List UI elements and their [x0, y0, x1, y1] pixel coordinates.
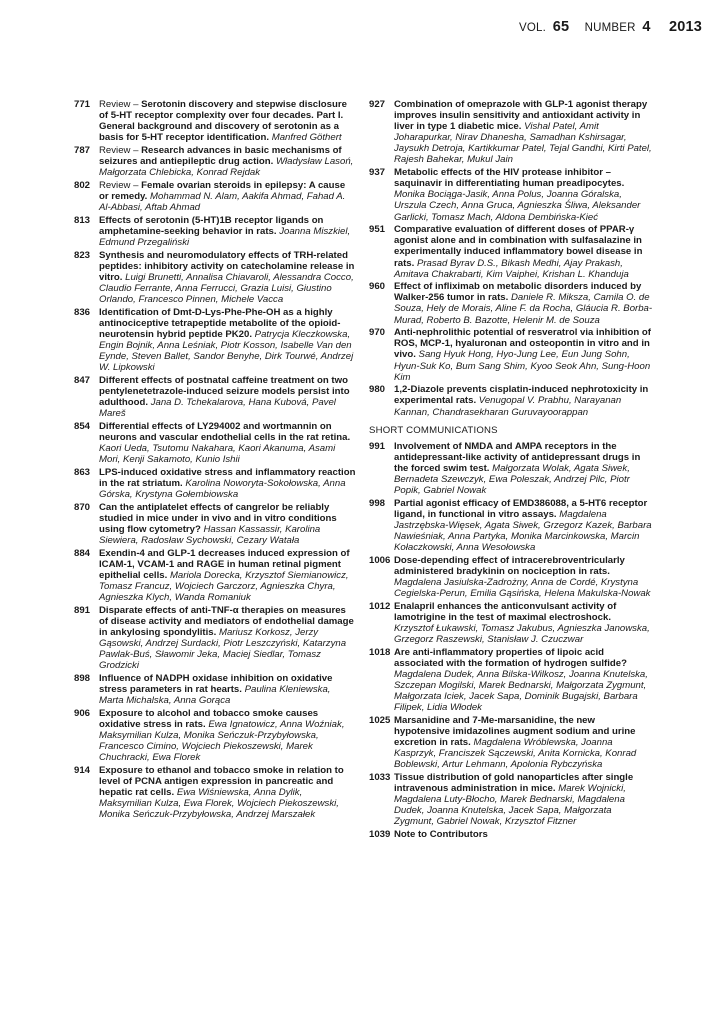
- article-title: Differential effects of LY294002 and wortmannin on neurons and vascular endothelial cells in the rat retina.: [99, 420, 351, 443]
- page-number: 891: [74, 604, 91, 616]
- article-authors: Magdalena Wróblewska, Joanna Kasprzyk, Franciszek Sączewski, Anita Kornicka, Konrad Boblewski, Artur Lehmann, Apolonia Rybczyńska: [394, 737, 637, 771]
- toc-entry: [74, 375, 356, 419]
- entry-text: [99, 708, 356, 763]
- toc-entry: [369, 224, 653, 279]
- article-authors: Daniele R. Miksza, Camila O. de Souza, Hely de Morais, Aline F. da Rocha, Gláucia R. Borba-Murad, Roberto B. Bazotte, Helenir M. de Souza: [394, 292, 653, 326]
- article-title: Can the antiplatelet effects of cangrelor be reliably studied in mice under in vivo and in vitro conditions using flow cytometry?: [99, 501, 337, 535]
- issue-year: 2013: [668, 19, 702, 35]
- page-number: 1039: [369, 829, 391, 841]
- article-title: Marsanidine and 7-Me-marsanidine, the new hypotensive imidazolines augment sodium and urine excretion in rats.: [394, 714, 636, 749]
- article-authors: Jana D. Tchekalarova, Hana Kubová, Pavel Mareš: [99, 397, 336, 420]
- entry-text: [394, 715, 653, 770]
- page-number: 1018: [369, 646, 391, 658]
- toc-entry: [369, 167, 653, 222]
- article-title: LPS-induced oxidative stress and inflammatory reaction in the rat striatum.: [99, 466, 356, 489]
- page-number: 802: [74, 179, 91, 191]
- issue-header: [519, 19, 702, 35]
- toc-entry: [369, 441, 653, 496]
- toc-entry: [74, 502, 356, 546]
- article-authors: Mariola Dorecka, Krzysztof Siemianowicz, Tomasz Francuz, Wojciech Garczorz, Agnieszka Chyra, Agnieszka Klych, Wanda Romaniuk: [99, 569, 349, 603]
- toc-entry: [74, 307, 356, 374]
- toc-entry: [74, 467, 356, 500]
- page-number: 863: [74, 466, 91, 478]
- article-authors: Karolina Noworyta-Sokołowska, Anna Górska, Krystyna Gołembiowska: [99, 477, 346, 500]
- article-title: Identification of Dmt-D-Lys-Phe-Phe-OH as a highly antinociceptive tetrapeptide metabolite of the opioid-neurotensin hybrid peptide PK20.: [99, 306, 341, 340]
- article-title: Effects of serotonin (5-HT)1B receptor ligands on amphetamine-seeking behavior in rats.: [99, 214, 324, 237]
- toc-entry: [74, 215, 356, 248]
- page-number: 1012: [369, 600, 391, 612]
- section-heading: SHORT COMMUNICATIONS: [369, 424, 498, 436]
- article-title: Tissue distribution of gold nanoparticles after single intravenous administration in mice.: [394, 771, 634, 795]
- toc-entry: [369, 555, 653, 599]
- article-authors: Magdalena Dudek, Anna Bilska-Wilkosz, Joanna Knutelska, Szczepan Mogilski, Marek Bednarski, Małgorzata Zygmunt, Małgorzata Iciek, Jacek Sapa, Dominik Bugajski, Barbara Filipek, Lidia Włodek: [394, 668, 648, 714]
- article-title: Involvement of NMDA and AMPA receptors in the antidepressant-like activity of antidepressant drugs in the forced swim test.: [394, 440, 641, 474]
- article-authors: Magdalena Jastrzębska-Więsek, Agata Siwek, Grzegorz Kazek, Barbara Nawieśniak, Anna Partyka, Monika Marcinkowska, Marcin Kołaczkowski, Anna Wesołowska: [394, 508, 652, 554]
- volume-label: VOL.: [518, 22, 546, 34]
- page-number: 914: [74, 764, 91, 776]
- article-title: Serotonin discovery and stepwise disclosure of 5-HT receptor complexity over four decades. Part I. General background and discovery of serotonin as a basis for 5-HT receptor identification.: [99, 99, 347, 144]
- article-authors: Vishal Patel, Amit Joharapurkar, Nirav Dhanesha, Samadhan Kshirsagar, Jaysukh Detroja, Kartikkumar Patel, Tejal Gandhi, Kirti Patel, Rajesh Bahekar, Mukul Jain: [394, 121, 652, 166]
- page-number: 927: [369, 99, 386, 110]
- article-title: 1,2-Diazole prevents cisplatin-induced nephrotoxicity in experimental rats.: [394, 384, 649, 407]
- entry-text: [394, 99, 653, 166]
- article-title: Effect of infliximab on metabolic disorders induced by Walker-256 tumor in rats.: [394, 281, 642, 304]
- entry-text: [394, 555, 653, 599]
- article-authors: Małgorzata Wolak, Agata Siwek, Bernadeta Szewczyk, Ewa Poleszak, Andrzej Pilc, Piotr Popik, Gabriel Nowak: [394, 462, 630, 497]
- toc-entry: [74, 99, 356, 143]
- article-authors: Marek Wojnicki, Magdalena Luty-Błocho, Marek Bednarski, Magdalena Dudek, Joanna Knutelska, Jacek Sapa, Małgorzata Zygmunt, Gabriel Nowak, Krzysztof Fitzner: [394, 783, 626, 828]
- page-number: 1025: [369, 714, 391, 726]
- contents-left-column: [74, 99, 356, 822]
- toc-entry: [369, 647, 653, 714]
- article-authors: Władysław Lasoń, Małgorzata Chlebicka, Konrad Rejdak: [99, 156, 354, 179]
- entry-text: [99, 548, 356, 603]
- article-authors: Magdalena Jasiulska-Zadrożny, Anna de Cordé, Krystyna Cegielska-Perun, Emilia Gąsińska, Helena Makulska-Nowak: [394, 577, 651, 600]
- article-authors: Mohammad N. Alam, Aakifa Ahmad, Fahad A. Al-Abbasi, Aftab Ahmad: [99, 190, 346, 214]
- toc-entry: [369, 281, 653, 325]
- toc-entry: [369, 772, 653, 827]
- contents-right-column: [369, 99, 653, 842]
- article-title: Comparative evaluation of different doses of PPAR-γ agonist alone and in combination with sulfasalazine in experimentally induced inflammatory bowel disease in rats.: [394, 224, 643, 269]
- toc-entry: [74, 605, 356, 672]
- article-title: Disparate effects of anti-TNF-α therapies on measures of disease activity and mediators of endothelial damage in ankylosing spondylitis.: [99, 604, 354, 638]
- volume-number: 65: [552, 19, 570, 35]
- page-number: 970: [369, 327, 386, 339]
- page-number: 1033: [369, 771, 391, 783]
- page-number: 847: [74, 374, 91, 386]
- page-number: 980: [369, 384, 386, 396]
- article-title: Exendin-4 and GLP-1 decreases induced expression of ICAM-1, VCAM-1 and RAGE in human retinal pigment epithelial cells.: [99, 547, 350, 581]
- article-authors: Prasad Byrav D.S., Bikash Medhi, Ajay Prakash, Amitava Chakrabarti, Kim Vaiphei, Krishan L. Khanduja: [394, 257, 629, 280]
- entry-text: [99, 605, 356, 672]
- page-number: 1006: [369, 554, 391, 566]
- article-authors: Luigi Brunetti, Annalisa Chiavaroli, Alessandra Cocco, Claudio Ferrante, Anna Ferrucci, Grazia Luisi, Giustino Orlando, Francesco Pinnen, Michele Vacca: [99, 271, 354, 305]
- entry-text: [99, 215, 356, 248]
- entry-text: [99, 307, 356, 374]
- article-title: Anti-nephrolithic potential of resveratrol via inhibition of ROS, MCP-1, hyaluronan and osteopontin in vitro and in vivo.: [394, 327, 651, 361]
- entry-text: [99, 467, 356, 500]
- article-authors: Krzysztof Łukawski, Tomasz Jakubus, Agnieszka Janowska, Grzegorz Raszewski, Stanisław J. Czuczwar: [394, 622, 650, 646]
- entry-text: [99, 99, 356, 143]
- entry-text: [99, 145, 356, 178]
- page-number: 787: [74, 144, 91, 156]
- article-title: Are anti-inflammatory properties of lipoic acid associated with the formation of hydrogen sulfide?: [394, 646, 627, 669]
- article-authors: Mariusz Korkosz, Jerzy Gąsowski, Andrzej Surdacki, Piotr Leszczyński, Katarzyna Pawlak-Buś, Sławomir Jeka, Maciej Siedlar, Tomasz Grodzicki: [99, 626, 347, 672]
- article-authors: Manfred Göthert: [271, 132, 342, 144]
- article-title: Enalapril enhances the anticonvulsant activity of lamotrigine in the test of maximal electroshock.: [394, 600, 617, 623]
- page-number: 906: [74, 707, 91, 719]
- review-label: Review –: [99, 144, 142, 156]
- entry-text: [99, 765, 356, 820]
- toc-entry: [74, 180, 356, 213]
- toc-entry: [369, 498, 653, 553]
- short-communications-list: [369, 441, 653, 840]
- article-title: Influence of NADPH oxidase inhibition on oxidative stress parameters in rat hearts.: [99, 672, 333, 695]
- page-number: 813: [74, 214, 91, 226]
- review-label: Review –: [99, 179, 142, 191]
- entry-text: [394, 601, 653, 645]
- article-title: Exposure to ethanol and tobacco smoke in relation to level of PCNA antigen expression in pancreatic and hepatic rat cells.: [99, 764, 344, 798]
- toc-entry: [369, 715, 653, 770]
- article-title: Dose-depending effect of intracerebroventricularly administered bradykinin on nociception in rats.: [394, 554, 625, 577]
- article-authors: Hassan Kassassir, Karolina Siewiera, Radosław Sychowski, Cezary Watała: [99, 523, 321, 546]
- page-number: 854: [74, 420, 91, 432]
- entry-text: [99, 180, 356, 213]
- toc-entry: [74, 708, 356, 763]
- article-authors: Monika Bociąga-Jasik, Anna Polus, Joanna Góralska, Urszula Czech, Anna Gruca, Agnieszka Śliwa, Aleksander Garlicki, Tomasz Mach, Aldona Dembińska-Kieć: [394, 189, 641, 223]
- entry-text: [394, 647, 653, 714]
- article-authors: Venugopal V. Prabhu, Narayanan Kannan, Chandrasekharan Guruvayoorappan: [394, 395, 622, 418]
- entry-text: [99, 673, 356, 706]
- page-number: 836: [74, 306, 91, 318]
- article-title: Note to Contributors: [394, 829, 488, 841]
- entry-text: [99, 502, 356, 546]
- article-authors: Ewa Ignatowicz, Anna Woźniak, Maksymilian Kulza, Monika Seńczuk-Przybyłowska, Francesco Cimino, Wojciech Piekoszewski, Marek Chuchracki, Ewa Florek: [99, 718, 345, 764]
- entry-text: [394, 167, 653, 222]
- article-authors: Ewa Wiśniewska, Anna Dylik, Maksymilian Kulza, Ewa Florek, Wojciech Piekoszewski, Monika Seńczuk-Przybyłowska, Andrzej Marszałek: [99, 786, 339, 821]
- entry-text: [394, 829, 653, 840]
- toc-entry: [369, 601, 653, 645]
- article-authors: Patrycja Kleczkowska, Engin Bojnik, Anna Leśniak, Piotr Kosson, Isabelle Van den Eynde, Steven Ballet, Sandor Benyhe, Dirk Tourwé, Andrzej W. Lipkowski: [99, 328, 354, 374]
- entry-text: [99, 250, 356, 305]
- article-title: Research advances in basic mechanisms of seizures and antiepileptic drug action.: [99, 144, 342, 168]
- page-number: 870: [74, 501, 91, 513]
- article-title: Metabolic effects of the HIV protease inhibitor – saquinavir in differentiating human preadipocytes.: [394, 167, 625, 190]
- article-authors: Paulina Kleniewska, Marta Michalska, Anna Gorąca: [99, 683, 331, 706]
- page-number: 823: [74, 249, 91, 261]
- page-number: 898: [74, 672, 91, 684]
- entry-text: [394, 498, 653, 553]
- toc-entry: [369, 99, 653, 166]
- article-title: Different effects of postnatal caffeine treatment on two pentylenetetrazole-induced seizure models persist into adulthood.: [99, 374, 350, 408]
- toc-entry: [74, 421, 356, 465]
- page-number: 937: [369, 167, 386, 179]
- page-number: 951: [369, 224, 386, 236]
- toc-entry: [369, 829, 653, 840]
- article-title: Exposure to alcohol and tobacco smoke causes oxidative stress in rats.: [99, 707, 319, 730]
- toc-entry: [369, 384, 653, 417]
- toc-entry: [74, 673, 356, 706]
- entry-text: [394, 384, 653, 417]
- entry-text: [394, 281, 653, 325]
- page-number: 771: [74, 99, 91, 110]
- article-title: Partial agonist efficacy of EMD386088, a 5-HT6 receptor ligand, in functional in vitro assays.: [394, 497, 648, 520]
- article-title: Synthesis and neuromodulatory effects of TRH-related peptides: inhibitory activity on catecholamine release in vitro.: [99, 249, 355, 283]
- page-number: 991: [369, 440, 386, 452]
- number-label: NUMBER: [584, 22, 636, 34]
- regular-articles-list: [369, 99, 653, 418]
- article-authors: Sang Hyuk Hong, Hyo-Jung Lee, Eun Jung Sohn, Hyun-Suk Ko, Bum Sang Shim, Kyoo Seok Ahn, Sung-Hoon Kim: [394, 349, 651, 383]
- article-title: Combination of omeprazole with GLP-1 agonist therapy improves insulin sensitivity and antioxidant activity in liver in type 1 diabetic mice.: [394, 99, 648, 133]
- page-number: 998: [369, 497, 386, 509]
- toc-entry: [74, 548, 356, 603]
- article-authors: Joanna Miszkiel, Edmund Przegaliński: [99, 225, 351, 248]
- entry-text: [99, 421, 356, 465]
- toc-entry: [74, 765, 356, 820]
- article-authors: Kaori Ueda, Tsutomu Nakahara, Kaori Akanuma, Asami Mori, Kenji Sakamoto, Kunio Ishii: [99, 442, 336, 466]
- entry-text: [394, 441, 653, 496]
- review-label: Review –: [99, 99, 142, 110]
- toc-entry: [369, 327, 653, 382]
- page-number: 884: [74, 547, 91, 559]
- entry-text: [394, 327, 653, 382]
- article-title: Female ovarian steroids in epilepsy: A cause or remedy.: [99, 179, 346, 202]
- entry-text: [394, 224, 653, 279]
- page-number: 960: [369, 281, 386, 293]
- entry-text: [394, 772, 653, 827]
- toc-entry: [74, 250, 356, 305]
- toc-entry: [74, 145, 356, 178]
- issue-number: 4: [642, 19, 651, 35]
- entry-text: [99, 375, 356, 419]
